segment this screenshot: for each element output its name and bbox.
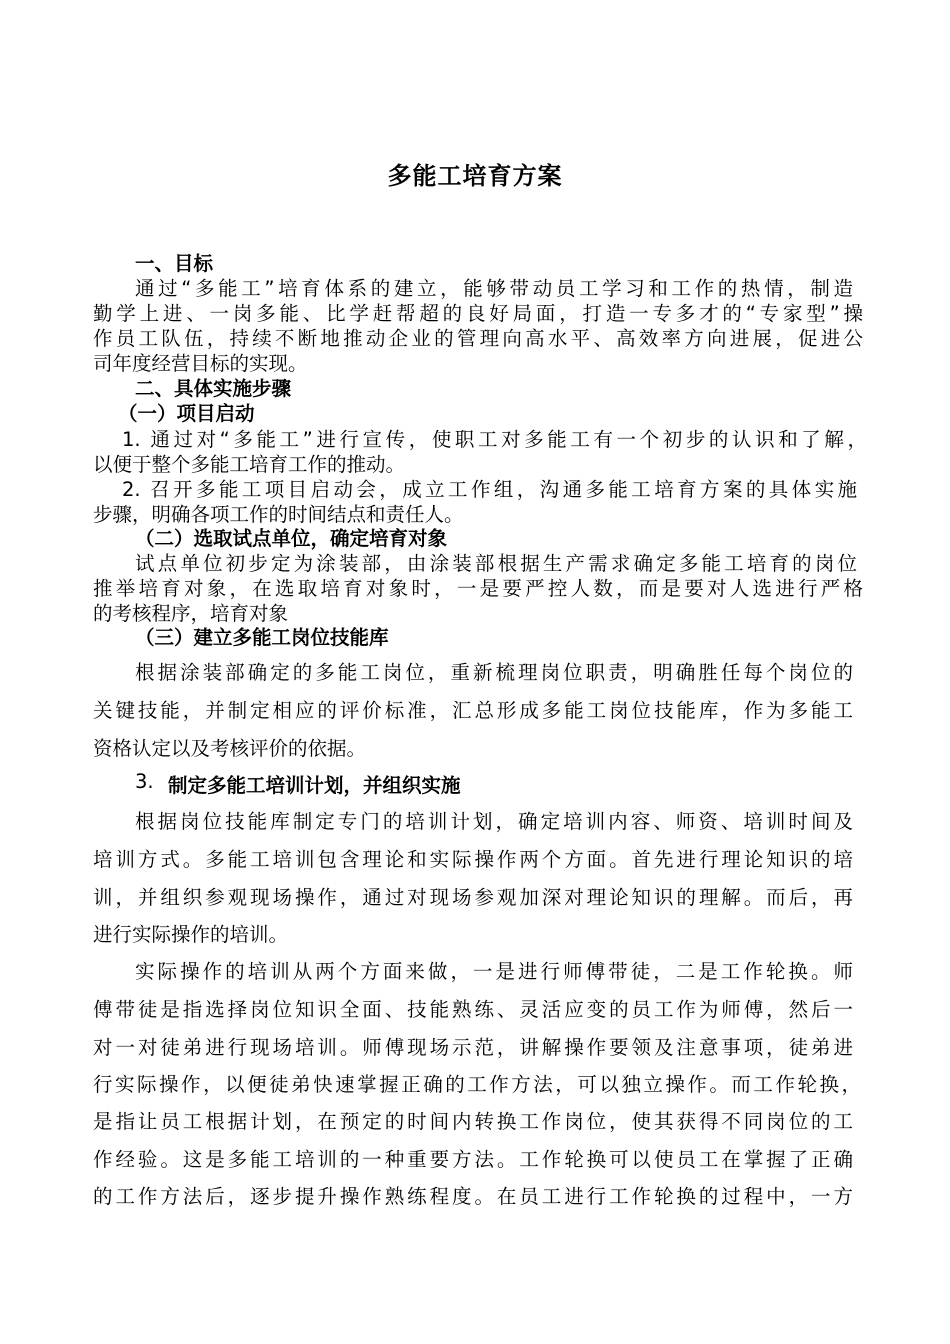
sub3-line-1: 根据涂装部确定的多能工岗位，重新梳理岗位职责，明确胜任每个岗位的 xyxy=(135,661,853,684)
section1-line-2: 勤学上进、一岗多能、比学赶帮超的良好局面，打造一专多才的“专家型”操 xyxy=(93,302,863,325)
sub2-line-2: 推举培育对象，在选取培育对象时，一是要严控人数，而是要对人选进行严格 xyxy=(93,577,863,600)
sub2-line-1: 试点单位初步定为涂装部，由涂装部根据生产需求确定多能工培育的岗位 xyxy=(135,552,857,575)
document-title: 多能工培育方案 xyxy=(387,162,563,190)
sub1-line-4: 步骤，明确各项工作的时间结点和责任人。 xyxy=(93,503,464,526)
sub4-para2-line-5: 是指让员工根据计划，在预定的时间内转换工作岗位，使其获得不同岗位的工 xyxy=(93,1110,853,1133)
sub1-line-2: 以便于整个多能工培育工作的推动。 xyxy=(93,453,406,476)
sub4-para2-line-1: 实际操作的培训从两个方面来做，一是进行师傅带徒，二是工作轮换。师 xyxy=(135,960,853,983)
section1-heading: 一、目标 xyxy=(135,252,214,275)
sub4-heading-number: 3. xyxy=(135,770,154,793)
section2-heading: 二、具体实施步骤 xyxy=(135,377,292,400)
sub3-heading: （三）建立多能工岗位技能库 xyxy=(135,626,389,649)
sub4-para2-line-2: 傅带徒是指选择岗位知识全面、技能熟练、灵活应变的员工作为师傅，然后一 xyxy=(93,998,853,1021)
sub2-heading: （二）选取试点单位，确定培育对象 xyxy=(135,527,448,550)
section1-line-3: 作员工队伍，持续不断地推动企业的管理向高水平、高效率方向进展，促进公 xyxy=(93,327,863,350)
sub4-para1-line-2: 培训方式。多能工培训包含理论和实际操作两个方面。首先进行理论知识的培 xyxy=(93,848,853,871)
sub4-para2-line-3: 对一对徒弟进行现场培训。师傅现场示范，讲解操作要领及注意事项，徒弟进 xyxy=(93,1036,853,1059)
sub4-heading: 制定多能工培训计划，并组织实施 xyxy=(168,774,461,797)
section1-line-1: 通过“多能工”培育体系的建立，能够带动员工学习和工作的热情，制造 xyxy=(135,277,853,300)
sub3-line-3: 资格认定以及考核评价的依据。 xyxy=(93,737,367,760)
sub4-para1-line-4: 进行实际操作的培训。 xyxy=(93,923,289,946)
sub4-para1-line-3: 训，并组织参观现场操作，通过对现场参观加深对理论知识的理解。而后，再 xyxy=(93,886,853,909)
sub3-line-2: 关键技能，并制定相应的评价标准，汇总形成多能工岗位技能库，作为多能工 xyxy=(93,699,853,722)
sub1-line-1: 1. 通过对“多能工”进行宣传，使职工对多能工有一个初步的认识和了解， xyxy=(122,428,867,451)
sub1-heading: （一）项目启动 xyxy=(118,402,255,425)
sub4-para1-line-1: 根据岗位技能库制定专门的培训计划，确定培训内容、师资、培训时间及 xyxy=(135,810,853,833)
section1-line-4: 司年度经营目标的实现。 xyxy=(93,352,308,375)
sub1-line-3: 2. 召开多能工项目启动会，成立工作组，沟通多能工培育方案的具体实施 xyxy=(122,478,857,501)
sub4-para2-line-6: 作经验。这是多能工培训的一种重要方法。工作轮换可以使员工在掌握了正确 xyxy=(93,1148,853,1171)
sub4-para2-line-7: 的工作方法后，逐步提升操作熟练程度。在员工进行工作轮换的过程中，一方 xyxy=(93,1185,853,1208)
sub2-line-3: 的考核程序，培育对象 xyxy=(93,602,289,625)
sub4-para2-line-4: 行实际操作，以便徒弟快速掌握正确的工作方法，可以独立操作。而工作轮换， xyxy=(93,1073,861,1096)
